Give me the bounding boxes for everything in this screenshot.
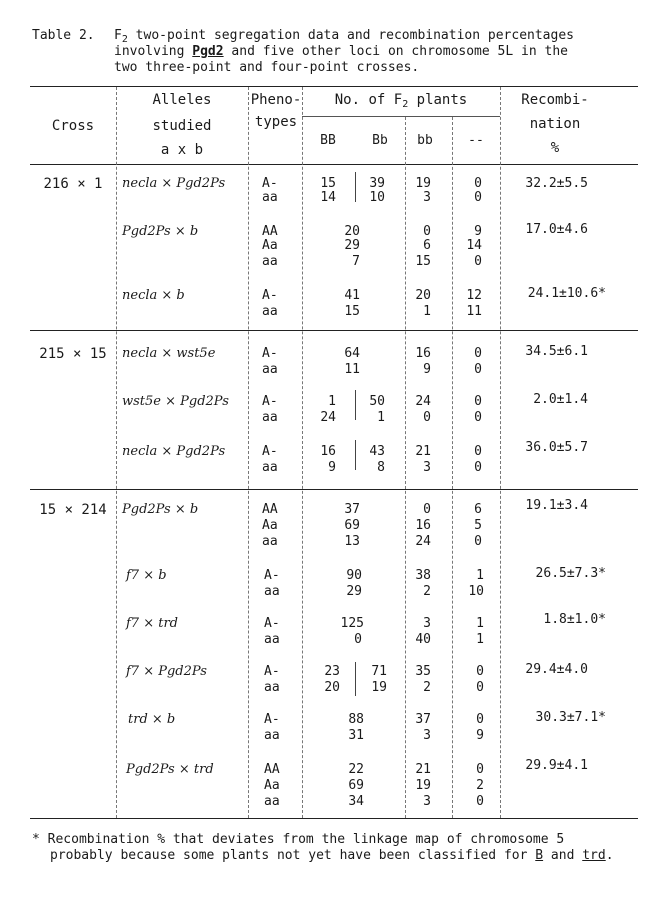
vline-alleles — [116, 87, 117, 818]
header-alleles-3: a x b — [160, 142, 204, 158]
caption-gene: Pgd2 — [192, 44, 224, 59]
header-cross: Cross — [51, 118, 95, 134]
header-alleles-2: studied — [152, 118, 212, 134]
count-missing: 9 — [476, 728, 484, 743]
count-BB: 9 — [328, 460, 336, 475]
count-missing: 0 — [474, 444, 482, 459]
alleles-cell: necla × Pgd2Ps — [122, 176, 226, 191]
recomb-value: 29.4±4.0 — [525, 662, 588, 677]
count-missing: 0 — [476, 680, 484, 695]
count-bb: 38 — [415, 568, 431, 583]
table-top-rule — [30, 86, 638, 87]
pheno-cell: A- — [262, 394, 278, 409]
count-missing: 0 — [474, 176, 482, 191]
count-Bb: 43 — [369, 444, 385, 459]
count-BB: 15 — [320, 176, 336, 191]
count-missing: 0 — [474, 460, 482, 475]
header-missing: -- — [468, 133, 484, 148]
count-missing: 0 — [476, 712, 484, 727]
count-B: 20 — [344, 224, 360, 239]
alleles-cell: necla × Pgd2Ps — [122, 444, 226, 459]
count-missing: 0 — [476, 794, 484, 809]
pheno-cell: aa — [262, 254, 278, 269]
header-plants: No. of $F_2$ plants — [334, 92, 468, 110]
count-bb: 1 — [423, 304, 431, 319]
header-pheno-1: Pheno- — [250, 92, 302, 108]
count-B: 125 — [340, 616, 364, 631]
count-B: 11 — [344, 362, 360, 377]
count-BB: 14 — [320, 190, 336, 205]
footnote-line-2: probably because some plants not yet have been classified for B and trd. — [50, 848, 614, 863]
pheno-cell: AA — [262, 502, 278, 517]
count-bb: 3 — [423, 190, 431, 205]
alleles-cell: f7 × trd — [126, 616, 178, 631]
count-bb: 21 — [415, 762, 431, 777]
pheno-cell: aa — [262, 362, 278, 377]
caption-label: Table 2. — [32, 28, 95, 43]
count-B: 69 — [348, 778, 364, 793]
pheno-cell: A- — [262, 444, 278, 459]
pheno-cell: Aa — [262, 238, 278, 253]
pheno-cell: aa — [264, 680, 280, 695]
count-missing: 0 — [474, 346, 482, 361]
pheno-cell: aa — [264, 584, 280, 599]
count-missing: 5 — [474, 518, 482, 533]
count-bb: 40 — [415, 632, 431, 647]
recomb-value: 19.1±3.4 — [525, 498, 588, 513]
count-missing: 0 — [474, 254, 482, 269]
count-B: 29 — [344, 238, 360, 253]
recomb-value: 17.0±4.6 — [525, 222, 588, 237]
count-B: 31 — [348, 728, 364, 743]
count-bb: 37 — [415, 712, 431, 727]
count-bb: 24 — [415, 534, 431, 549]
alleles-cell: wst5e × Pgd2Ps — [122, 394, 229, 409]
count-bb: 0 — [423, 502, 431, 517]
count-missing: 0 — [474, 190, 482, 205]
count-B: 22 — [348, 762, 364, 777]
alleles-cell: Pgd2Ps × b — [122, 502, 199, 517]
pheno-cell: aa — [262, 410, 278, 425]
alleles-cell: Pgd2Ps × b — [122, 224, 199, 239]
count-B: 64 — [344, 346, 360, 361]
pheno-cell: AA — [262, 224, 278, 239]
count-Bb: 8 — [377, 460, 385, 475]
header-BB: BB — [320, 133, 336, 148]
pheno-cell: aa — [262, 190, 278, 205]
count-bb: 19 — [415, 176, 431, 191]
pheno-cell: A- — [262, 346, 278, 361]
count-Bb: 1 — [377, 410, 385, 425]
section-rule-1 — [30, 330, 638, 331]
count-bb: 0 — [423, 224, 431, 239]
count-missing: 6 — [474, 502, 482, 517]
count-B: 0 — [354, 632, 362, 647]
recomb-value: 36.0±5.7 — [525, 440, 588, 455]
footnote-line-1: * Recombination % that deviates from the linkage map of chromosome 5 — [32, 832, 565, 847]
pheno-cell: aa — [262, 534, 278, 549]
recomb-value: 26.5±7.3* — [535, 566, 606, 581]
alleles-cell: necla × wst5e — [122, 346, 216, 361]
count-missing: 12 — [466, 288, 482, 303]
alleles-cell: Pgd2Ps × trd — [126, 762, 214, 777]
count-bb: 2 — [423, 680, 431, 695]
count-BB: 24 — [320, 410, 336, 425]
pheno-cell: aa — [264, 794, 280, 809]
alleles-cell: f7 × Pgd2Ps — [126, 664, 207, 679]
pheno-cell: A- — [262, 176, 278, 191]
recomb-value: 2.0±1.4 — [533, 392, 588, 407]
count-B: 90 — [346, 568, 362, 583]
table-caption: Table 2. $F_2$ two-point segregation data and recombination percentages involving Pgd2 and five other loci on chromosome 5L in the two three-point and four-point crosses. — [32, 28, 574, 75]
header-Bb: Bb — [372, 133, 388, 148]
count-missing: 11 — [466, 304, 482, 319]
count-BB: 16 — [320, 444, 336, 459]
header-alleles-1: Alleles — [152, 92, 212, 108]
count-bb: 20 — [415, 288, 431, 303]
count-B: 88 — [348, 712, 364, 727]
count-missing: 9 — [474, 224, 482, 239]
count-bb: 3 — [423, 616, 431, 631]
count-bb: 24 — [415, 394, 431, 409]
count-missing: 0 — [474, 410, 482, 425]
pheno-cell: AA — [264, 762, 280, 777]
alleles-cell: necla × b — [122, 288, 185, 303]
recomb-value: 29.9±4.1 — [525, 758, 588, 773]
count-B: 34 — [348, 794, 364, 809]
pheno-cell: A- — [264, 664, 280, 679]
count-bb: 21 — [415, 444, 431, 459]
count-BB: 20 — [324, 680, 340, 695]
count-B: 13 — [344, 534, 360, 549]
pheno-cell: A- — [264, 568, 280, 583]
count-bb: 16 — [415, 518, 431, 533]
count-bb: 15 — [415, 254, 431, 269]
header-recomb-1: Recombi- — [521, 92, 589, 108]
pheno-cell: aa — [262, 304, 278, 319]
count-missing: 0 — [474, 362, 482, 377]
count-bb: 35 — [415, 664, 431, 679]
pheno-cell: A- — [264, 712, 280, 727]
vline-pheno — [248, 87, 249, 818]
count-B: 69 — [344, 518, 360, 533]
plants-subheader-rule — [302, 116, 500, 117]
count-B: 41 — [344, 288, 360, 303]
footnote — [32, 832, 652, 864]
count-missing: 1 — [476, 616, 484, 631]
count-B: 37 — [344, 502, 360, 517]
count-missing: 1 — [476, 568, 484, 583]
count-missing: 0 — [474, 534, 482, 549]
count-bb: 3 — [423, 728, 431, 743]
pheno-cell: Aa — [264, 778, 280, 793]
pheno-cell: aa — [262, 460, 278, 475]
count-Bb: 50 — [369, 394, 385, 409]
pheno-cell: Aa — [262, 518, 278, 533]
recomb-value: 32.2±5.5 — [525, 176, 588, 191]
header-bottom-rule — [30, 164, 638, 165]
pheno-cell: A- — [264, 616, 280, 631]
recomb-value: 1.8±1.0* — [543, 612, 606, 627]
recomb-value: 30.3±7.1* — [535, 710, 606, 725]
count-bb: 19 — [415, 778, 431, 793]
pheno-cell: aa — [264, 632, 280, 647]
count-Bb: 71 — [371, 664, 387, 679]
cross-label: 215 × 15 — [39, 346, 107, 362]
count-missing: 14 — [466, 238, 482, 253]
header-recomb-2: nation — [529, 116, 581, 132]
count-bb: 9 — [423, 362, 431, 377]
count-Bb: 19 — [371, 680, 387, 695]
pheno-cell: A- — [262, 288, 278, 303]
alleles-cell: trd × b — [128, 712, 176, 727]
cross-label: 15 × 214 — [39, 502, 107, 518]
count-missing: 0 — [476, 762, 484, 777]
recomb-value: 24.1±10.6* — [527, 286, 606, 301]
table-bottom-rule — [30, 818, 638, 819]
count-missing: 2 — [476, 778, 484, 793]
cross-label: 216 × 1 — [43, 176, 103, 192]
count-BB: 23 — [324, 664, 340, 679]
count-missing: 10 — [468, 584, 484, 599]
pheno-cell: aa — [264, 728, 280, 743]
count-B: 7 — [352, 254, 360, 269]
count-missing: 1 — [476, 632, 484, 647]
count-bb: 2 — [423, 584, 431, 599]
alleles-cell: f7 × b — [126, 568, 167, 583]
header-pheno-2: types — [254, 114, 298, 130]
count-bb: 0 — [423, 410, 431, 425]
header-bb: bb — [417, 133, 433, 148]
count-BB: 1 — [328, 394, 336, 409]
count-missing: 0 — [474, 394, 482, 409]
count-Bb: 39 — [369, 176, 385, 191]
count-Bb: 10 — [369, 190, 385, 205]
count-B: 29 — [346, 584, 362, 599]
count-B: 15 — [344, 304, 360, 319]
recomb-value: 34.5±6.1 — [525, 344, 588, 359]
count-bb: 3 — [423, 460, 431, 475]
header-recomb-3: % — [550, 140, 560, 156]
count-bb: 3 — [423, 794, 431, 809]
section-rule-2 — [30, 489, 638, 490]
count-bb: 16 — [415, 346, 431, 361]
count-missing: 0 — [476, 664, 484, 679]
count-bb: 6 — [423, 238, 431, 253]
